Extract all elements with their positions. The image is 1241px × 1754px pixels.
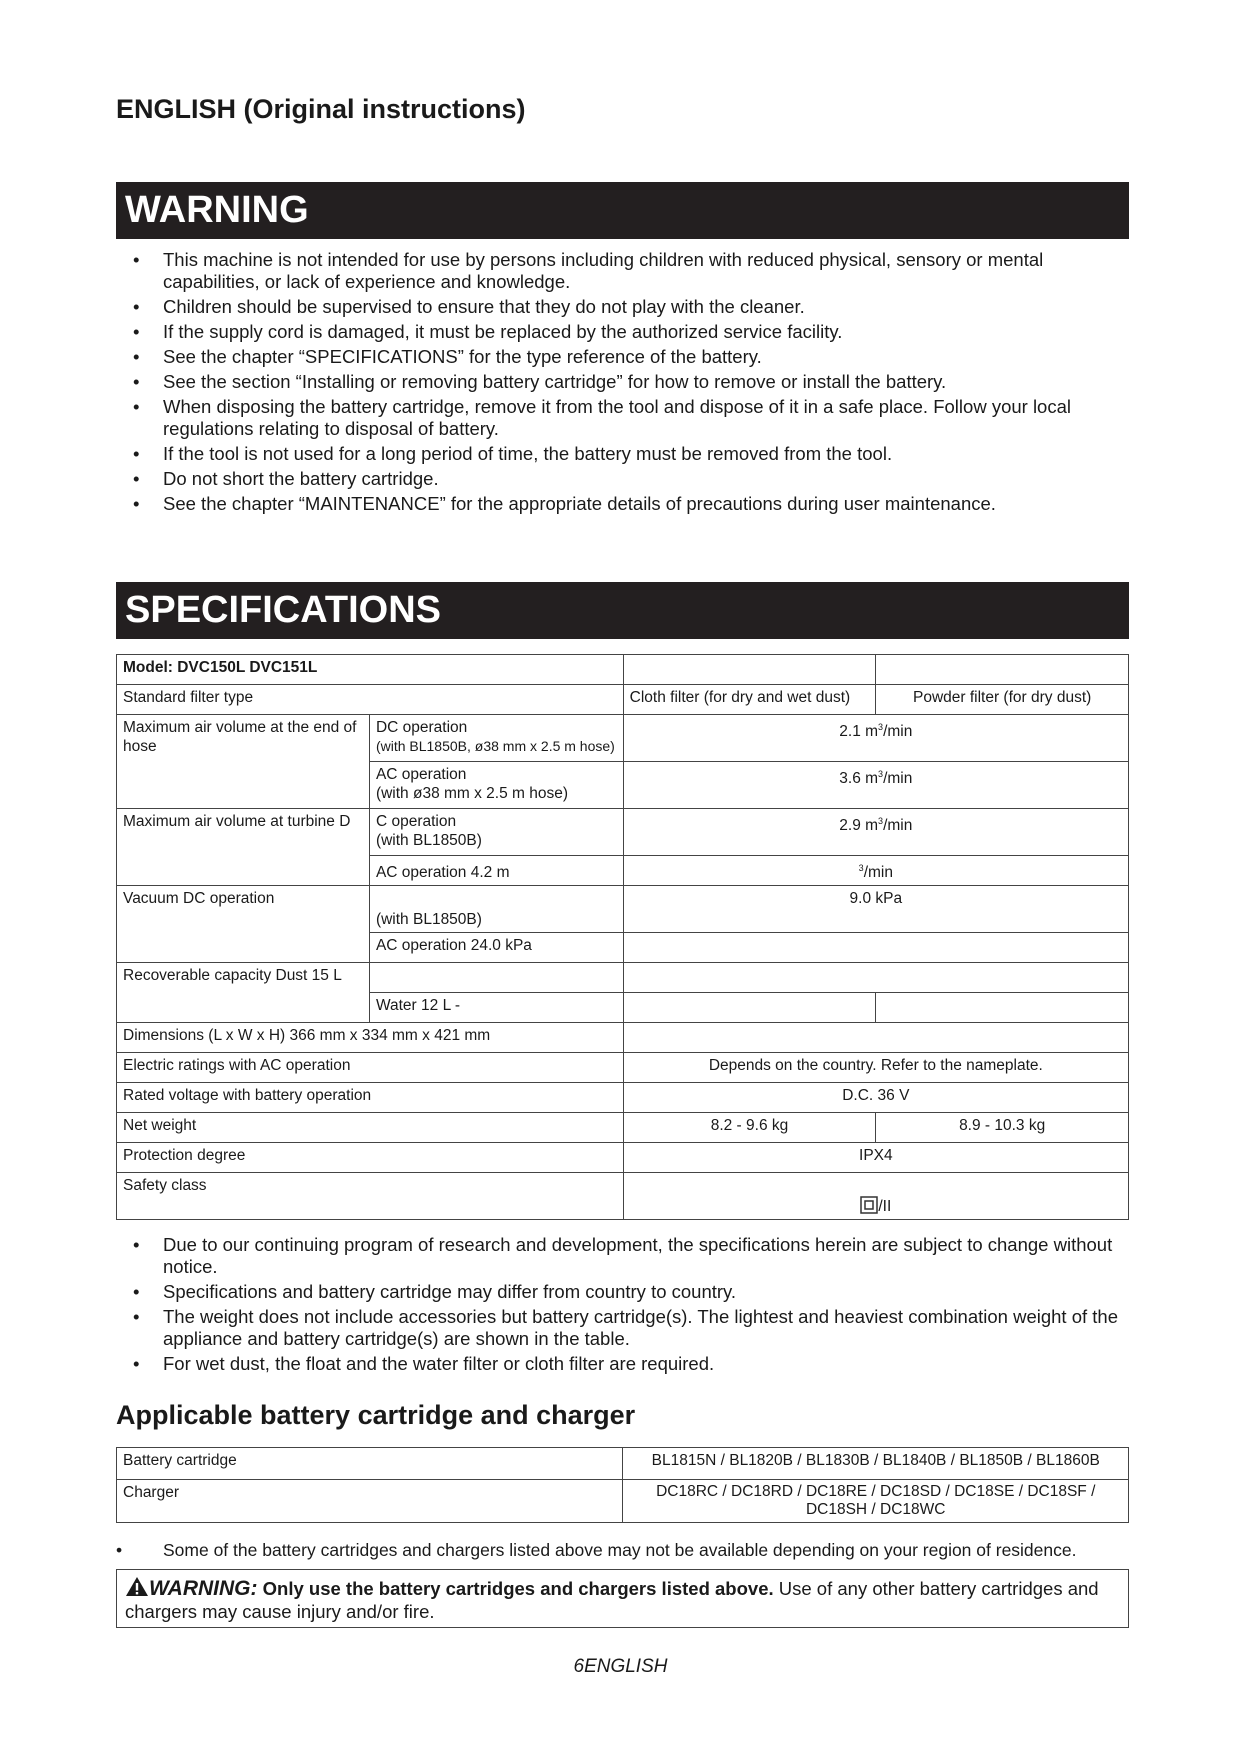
air-end-ac-label: AC operation bbox=[375, 766, 467, 783]
warning-item: • If the supply cord is damaged, it must be replaced by the authorized service facility. bbox=[116, 321, 1129, 343]
empty-cell bbox=[623, 655, 876, 685]
warning-item: • This machine is not intended for use by persons including children with reduced physical, sensory or mental capabilities, or lack of experience and knowledge. bbox=[116, 249, 1129, 293]
air-turbine-dc bbox=[369, 809, 623, 856]
warning-item: • See the section “Installing or removing battery cartridge” for how to remove or install the battery. bbox=[116, 371, 1129, 393]
spec-note: • For wet dust, the float and the water filter or cloth filter are required. bbox=[116, 1353, 1129, 1375]
warning-item: • If the tool is not used for a long period of time, the battery must be removed from the tool. bbox=[116, 443, 1129, 465]
empty-cell bbox=[876, 993, 1129, 1023]
filter-label: Standard filter type bbox=[117, 685, 624, 715]
air-turbine-ac: AC operation 4.2 m bbox=[369, 856, 623, 886]
cartridge-label: Battery cartridge bbox=[117, 1448, 623, 1480]
vacuum-label: Vacuum DC operation bbox=[117, 886, 370, 963]
charger-value: DC18RC / DC18RD / DC18RE / DC18SD / DC18SE / DC18SF / DC18SH / DC18WC bbox=[623, 1480, 1129, 1523]
double-insulation-icon bbox=[860, 1196, 878, 1214]
spec-note: • Due to our continuing program of research and development, the specifications herein are subject to change without notice. bbox=[116, 1234, 1129, 1278]
warning-item: • Do not short the battery cartridge. bbox=[116, 468, 1129, 490]
warning-item: • See the chapter “MAINTENANCE” for the appropriate details of precautions during user maintenance. bbox=[116, 493, 1129, 515]
air-end-dc-note: (with BL1850B, ø38 mm x 2.5 m hose) bbox=[375, 738, 615, 754]
weight-label: Net weight bbox=[117, 1113, 624, 1143]
air-end-ac-value: 3.6 $m^3/\min$ bbox=[623, 762, 1128, 809]
specification-notes bbox=[116, 1234, 1129, 1378]
air-turbine-ac-value: $^3$/min bbox=[623, 856, 1128, 886]
warning-list bbox=[116, 249, 1129, 518]
air-end-dc bbox=[369, 715, 623, 762]
warning-item: • When disposing the battery cartridge, remove it from the tool and dispose of it in a safe place. Follow your local regulations relating to disposal of battery. bbox=[116, 396, 1129, 440]
warning-item: • See the chapter “SPECIFICATIONS” for the type reference of the battery. bbox=[116, 346, 1129, 368]
spec-note: • The weight does not include accessories but battery cartridge(s). The lightest and heaviest combination weight of the appliance and battery cartridge(s) are shown in the table. bbox=[116, 1306, 1129, 1350]
capacity-label: Recoverable capacity Dust 15 L bbox=[117, 963, 370, 1023]
page-footer: 6ENGLISH bbox=[573, 1656, 668, 1677]
empty-cell bbox=[876, 655, 1129, 685]
warning-heading: WARNING bbox=[116, 182, 1129, 239]
filter-cloth: Cloth filter (for dry and wet dust) bbox=[623, 685, 876, 715]
vacuum-dc-value: 9.0 kPa bbox=[623, 886, 1128, 933]
air-turbine-dc-label: C operation bbox=[375, 813, 457, 830]
empty-cell bbox=[623, 993, 876, 1023]
battery-warning-box bbox=[116, 1569, 1129, 1628]
availability-note bbox=[116, 1540, 1129, 1561]
cartridge-value: BL1815N / BL1820B / BL1830B / BL1840B / BL1850B / BL1860B bbox=[623, 1448, 1129, 1480]
safety-label: Safety class bbox=[117, 1173, 624, 1220]
air-turbine-dc-note: (with BL1850B) bbox=[375, 832, 482, 849]
battery-heading: Applicable battery cartridge and charger bbox=[116, 1400, 636, 1430]
bullet: • bbox=[116, 1540, 123, 1560]
electric-label: Electric ratings with AC operation bbox=[117, 1053, 624, 1083]
rated-label: Rated voltage with battery operation bbox=[117, 1083, 624, 1113]
air-end-ac-note: (with ø38 mm x 2.5 m hose) bbox=[375, 785, 569, 802]
charger-label: Charger bbox=[117, 1480, 623, 1523]
empty-cell bbox=[623, 1023, 1128, 1053]
warning-strong: Only use the battery cartridges and chargers listed above. bbox=[262, 1578, 774, 1599]
warning-text: Use of any other battery cartridges and chargers may cause injury and/or fire. bbox=[125, 1578, 1099, 1622]
warning-triangle-icon bbox=[125, 1576, 149, 1597]
empty-cell bbox=[369, 963, 623, 993]
protection-label: Protection degree bbox=[117, 1143, 624, 1173]
air-end-dc-value: 2.1 $m^3/\min$ bbox=[623, 715, 1128, 762]
specifications-table bbox=[116, 654, 1129, 1220]
safety-value: /II bbox=[623, 1173, 1128, 1220]
air-end-label: Maximum air volume at the end of hose bbox=[117, 715, 370, 809]
electric-value: Depends on the country. Refer to the nameplate. bbox=[623, 1053, 1128, 1083]
dimensions: Dimensions (L x W x H) 366 mm x 334 mm x 421 mm bbox=[117, 1023, 624, 1053]
empty-cell bbox=[623, 963, 1128, 993]
weight-value-1: 8.2 - 9.6 kg bbox=[623, 1113, 876, 1143]
air-turbine-dc-value: 2.9 $m^3/\min$ bbox=[623, 809, 1128, 856]
availability-text: Some of the battery cartridges and chargers listed above may not be available depending on your region of residence. bbox=[163, 1540, 1077, 1560]
battery-table bbox=[116, 1447, 1129, 1523]
empty-cell bbox=[623, 933, 1128, 963]
model-cell: Model: DVC150L DVC151L bbox=[117, 655, 624, 685]
specifications-heading: SPECIFICATIONS bbox=[116, 582, 1129, 639]
warning-label: WARNING: bbox=[149, 1577, 258, 1600]
document-title: ENGLISH (Original instructions) bbox=[116, 94, 526, 124]
air-end-dc-label: DC operation bbox=[375, 719, 468, 736]
vacuum-ac: AC operation 24.0 kPa bbox=[369, 933, 623, 963]
vacuum-dc-note: (with BL1850B) bbox=[369, 886, 623, 933]
warning-item: • Children should be supervised to ensure that they do not play with the cleaner. bbox=[116, 296, 1129, 318]
protection-value: IPX4 bbox=[623, 1143, 1128, 1173]
rated-value: D.C. 36 V bbox=[623, 1083, 1128, 1113]
air-end-ac bbox=[369, 762, 623, 809]
spec-note: • Specifications and battery cartridge may differ from country to country. bbox=[116, 1281, 1129, 1303]
air-turbine-label: Maximum air volume at turbine D bbox=[117, 809, 370, 886]
capacity-water: Water 12 L - bbox=[369, 993, 623, 1023]
filter-powder: Powder filter (for dry dust) bbox=[876, 685, 1129, 715]
weight-value-2: 8.9 - 10.3 kg bbox=[876, 1113, 1129, 1143]
